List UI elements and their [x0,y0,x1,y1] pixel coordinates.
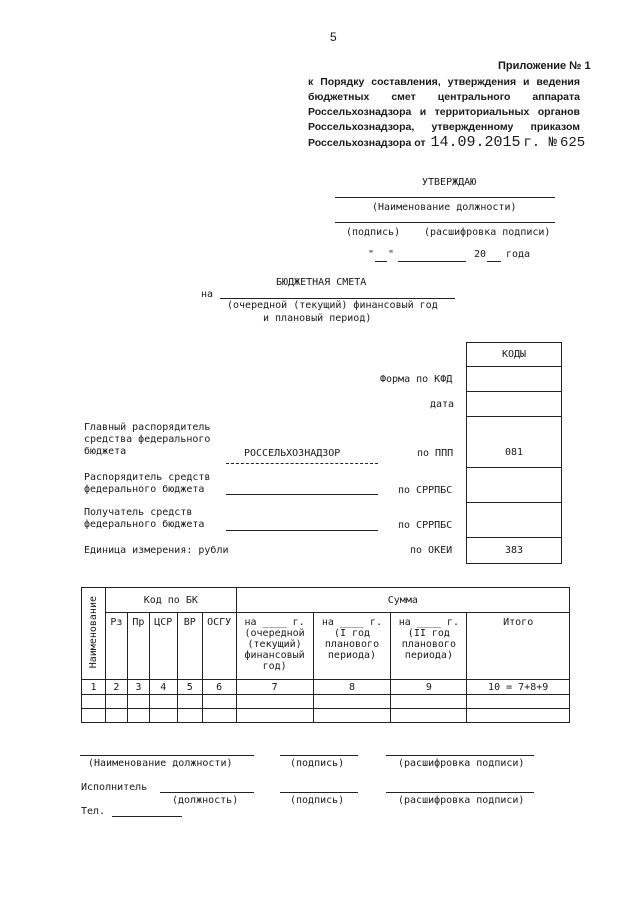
sum-col-total: Итого [467,613,570,680]
date-label: дата [430,399,455,410]
footer-position-line [80,755,254,756]
estimate-period-caption-1: (очередной (текущий) финансовый год [227,300,438,311]
approval-year-suffix: года [506,249,531,260]
estimate-period-caption-2: и плановый период) [263,313,372,324]
manager-value: РОССЕЛЬХОЗНАДЗОР [244,448,341,459]
order-number: 625 [559,135,586,151]
codes-header: КОДЫ [466,342,562,367]
sum-col-first-line-4: периода) [327,650,377,661]
appendix-line-5 [308,134,586,151]
appendix-line-2: бюджетных смет центрального аппарата [308,91,580,103]
manager-code-label: по ППП [417,448,454,459]
appendix-title: Приложение № 1 [498,60,591,72]
bk-col-csr: ЦСР [149,613,177,680]
unit-label: Единица измерения: рубли [84,545,229,556]
approval-year-prefix: 20 [474,249,487,260]
holder-label-1: Распорядитель средств [84,472,211,483]
footer-decode-caption-2: (расшифровка подписи) [398,795,525,806]
footer-decode-line-1 [386,755,534,756]
executor-post-caption: (должность) [172,795,239,806]
receiver-value-line [226,530,378,531]
form-kfd-label: Форма по КФД [380,374,453,385]
code-form [466,366,562,392]
col-number-7: 7 [236,680,313,695]
sum-col-first-line-3: планового [324,639,380,650]
manager-label-3: бюджета [84,446,127,457]
sum-col-current-line-4: финансовый [244,650,305,661]
estimate-on-label: на [201,289,214,300]
sum-col-current [236,613,313,680]
appendix-line-3: Россельхознадзора и территориальных органов [308,106,580,118]
executor-post-line [160,792,254,793]
page-number: 5 [330,30,337,44]
approval-day-line [375,261,387,262]
sum-col-first [313,613,391,680]
col-number-1: 1 [82,680,106,695]
approval-heading: УТВЕРЖДАЮ [422,177,477,188]
estimate-period-line [220,298,455,299]
code-date [466,391,562,417]
manager-label-2: средства федерального [84,434,211,445]
holder-label-2: федерального бюджета [84,484,205,495]
appendix-line-5-prefix: Россельхознадзора от [308,137,426,149]
sum-col-second-line-4: периода) [404,650,453,661]
approval-date-quote-close: " [388,249,395,260]
approval-position-line [335,197,555,198]
receiver-label-1: Получатель средств [84,507,193,518]
col-number-9: 9 [391,680,467,695]
code-okei: 383 [466,537,562,564]
sum-header: Сумма [236,588,569,613]
sum-col-current-line-3: (текущий) [247,639,302,650]
footer-decode-caption-1: (расшифровка подписи) [398,758,525,769]
bk-header: Код по БК [105,588,236,613]
name-header-cell [82,588,106,680]
approval-month-line [398,261,466,262]
unit-code-label: по ОКЕИ [410,545,453,556]
phone-label: Тел. [81,806,106,817]
holder-code-label: по СРРПБС [398,485,453,496]
appendix-line-1: к Порядку составления, утверждения и ведения [308,76,580,88]
bk-col-vr: ВР [177,613,202,680]
approval-position-caption: (Наименование должности) [372,202,517,213]
sum-col-second-line-1: на ____ г. [398,617,459,628]
bk-col-rz: Рз [105,613,127,680]
sum-col-current-line-2: (очередной [244,628,305,639]
code-srrpbs-1 [466,467,562,503]
sum-col-second-line-2: (II год [407,628,450,639]
appendix-line-4: Россельхознадзора, утвержденному приказом [308,121,580,133]
manager-value-line [226,463,378,464]
col-number-3: 3 [127,680,149,695]
sum-col-first-line-1: на ____ г. [321,617,383,628]
order-date: 14.09.2015 [430,134,521,151]
sum-col-second-line-3: планового [401,639,456,650]
sum-col-current-line-5: год) [262,661,287,672]
footer-decode-line-2 [386,792,534,793]
bk-col-pr: Пр [127,613,149,680]
code-srrpbs-2 [466,502,562,538]
receiver-label-2: федерального бюджета [84,519,205,530]
footer-signature-line-2 [280,792,358,793]
bk-col-osgu: ОСГУ [202,613,236,680]
col-number-4: 4 [149,680,177,695]
col-number-6: 6 [202,680,236,695]
sum-col-first-line-2: (I год [333,628,371,639]
approval-signature-caption: (подпись) [346,227,401,238]
table-row [82,709,570,723]
footer-signature-caption-2: (подпись) [290,795,345,806]
appendix-text [308,75,586,151]
code-ppp: 081 [466,416,562,468]
footer-signature-caption-1: (подпись) [290,758,345,769]
name-header: Наименование [87,595,99,669]
col-number-2: 2 [105,680,127,695]
col-number-10: 10 = 7+8+9 [467,680,570,695]
sum-col-second [391,613,467,680]
phone-line [112,816,182,817]
approval-signature-line [335,222,555,223]
sum-col-current-line-1: на ____ г. [244,617,305,628]
order-mid: г. № [523,135,558,151]
approval-date-quote-open: " [368,249,375,260]
executor-label: Исполнитель [81,782,148,793]
approval-decode-caption: (расшифровка подписи) [424,227,551,238]
table-row [82,695,570,709]
col-number-8: 8 [313,680,391,695]
manager-label-1: Главный распорядитель [84,422,211,433]
holder-value-line [226,494,378,495]
receiver-code-label: по СРРПБС [398,520,453,531]
approval-year-line [487,261,501,262]
col-number-5: 5 [177,680,202,695]
footer-position-caption: (Наименование должности) [88,758,233,769]
estimate-title: БЮДЖЕТНАЯ СМЕТА [276,277,367,288]
budget-table [81,587,570,723]
footer-signature-line-1 [280,755,358,756]
